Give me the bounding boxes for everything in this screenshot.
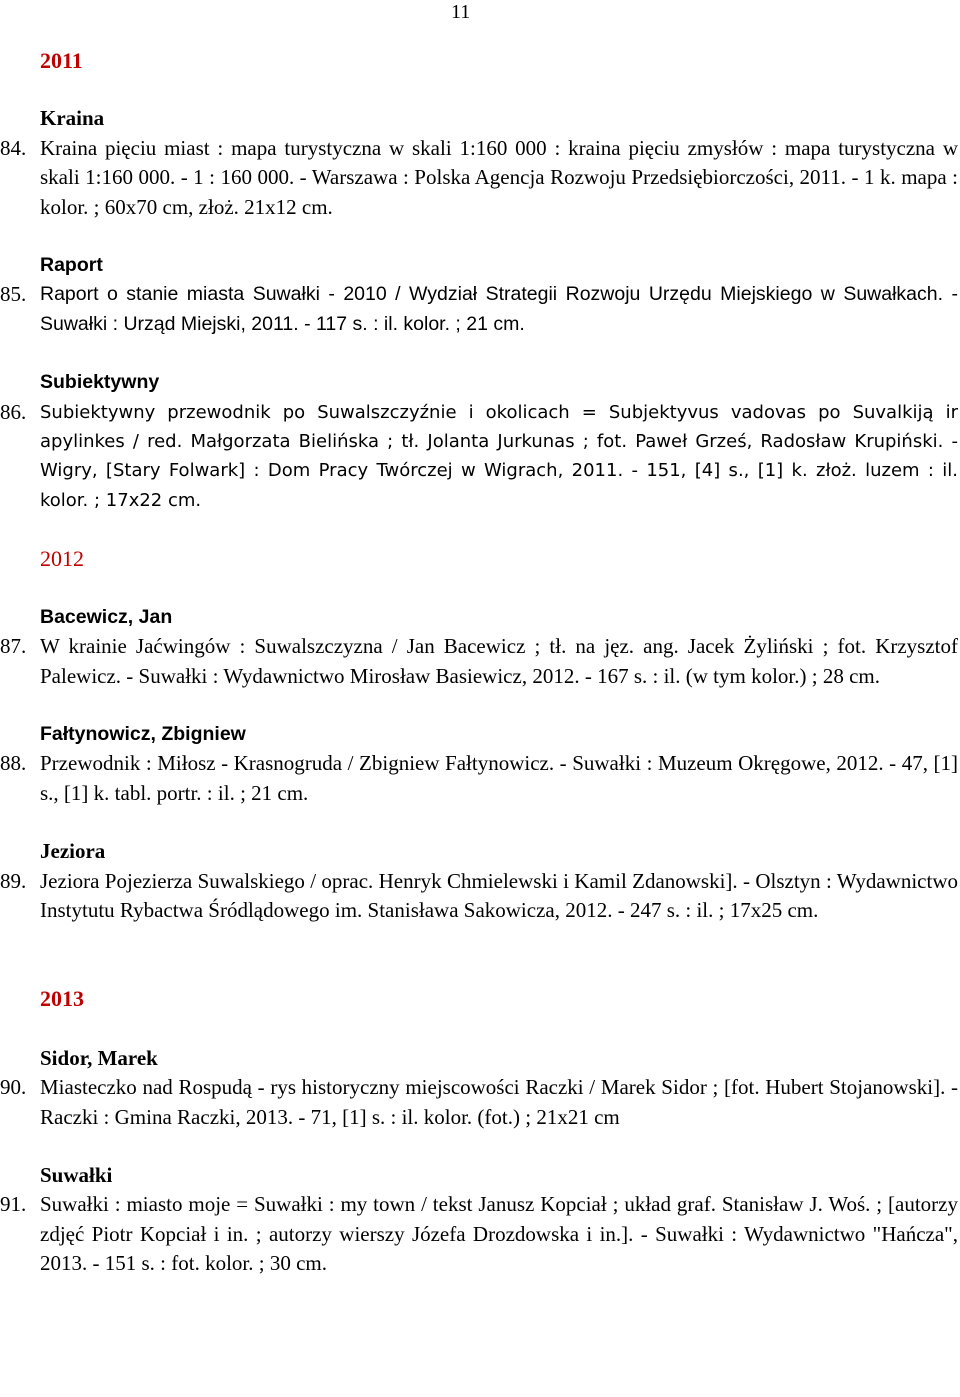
- entry-number: 87.: [0, 634, 27, 659]
- year-heading-2011: 2011: [40, 48, 83, 73]
- entry-number: 89.: [0, 868, 27, 893]
- entry-text: Suwałki : miasto moje = Suwałki : my town / tekst Janusz Kopciał ; układ graf. Stanisław J. Woś. ; [autorzy zdjęć Piotr Kopciał i in. ; autorzy wierszy Józefa Drozdowska i in.]. - Suwałki : Wydawnictwo "Hańcza", 2013. - 151 s. : fot. kolor. ; 30 cm.: [40, 1192, 958, 1276]
- subject-heading-subiektywny: Subiektywny: [40, 371, 160, 394]
- entry-84: [0, 134, 958, 222]
- entry-86: [0, 398, 958, 516]
- entry-85: [0, 280, 958, 339]
- bibliography-content: [0, 46, 958, 1279]
- subject-heading-jeziora: Jeziora: [40, 839, 106, 864]
- entry-number: 84.: [0, 135, 27, 160]
- subject-heading-raport: Raport: [40, 254, 103, 277]
- subject-heading-bacewicz: Bacewicz, Jan: [40, 605, 173, 628]
- entry-number: 88.: [0, 751, 27, 776]
- entry-89: [0, 867, 958, 926]
- page-number: 11: [451, 1, 471, 23]
- subject-heading-kraina: Kraina: [40, 106, 105, 131]
- subject-heading-sidor: Sidor, Marek: [40, 1045, 158, 1070]
- entry-text: Jeziora Pojezierza Suwalskiego / oprac. Henryk Chmielewski i Kamil Zdanowski]. - Olsztyn : Wydawnictwo Instytutu Rybactwa Śródlądowego im. Stanisława Sakowicza, 2012. - 247 s. : il. ; 17x25 cm.: [40, 868, 958, 922]
- entry-text: W krainie Jaćwingów : Suwalszczyzna / Jan Bacewicz ; tł. na jęz. ang. Jacek Żyliński ; fot. Krzysztof Palewicz. - Suwałki : Wydawnictwo Mirosław Basiewicz, 2012. - 167 s. : il. (w tym kolor.) ; 28 cm.: [40, 634, 958, 688]
- entry-88: [0, 749, 958, 808]
- entry-number: 91.: [0, 1192, 27, 1217]
- entry-91: [0, 1190, 958, 1278]
- entry-90: [0, 1073, 958, 1132]
- year-heading-2012: 2012: [40, 546, 84, 572]
- entry-text: Subiektywny przewodnik po Suwalszczyźnie i okolicach = Subjektyvus vadovas po Suvalkiją ir apylinkes / red. Małgorzata Bielińska ; tł. Jolanta Jurkunas ; fot. Paweł Grześ, Radosław Krupiński. - Wigry, [Stary Folwark] : Dom Pracy Twórczej w Wigrach, 2011. - 151, [4] s., [1] k. złoż. luzem : il. kolor. ; 17x22 cm.: [40, 401, 958, 511]
- entry-number: 86.: [0, 399, 27, 424]
- year-heading-2013: 2013: [40, 986, 84, 1012]
- entry-87: [0, 632, 958, 691]
- entry-text: Przewodnik : Miłosz - Krasnogruda / Zbigniew Fałtynowicz. - Suwałki : Muzeum Okręgowe, 2012. - 47, [1] s., [1] k. tabl. portr. : il. ; 21 cm.: [40, 751, 958, 805]
- subject-heading-suwalki: Suwałki: [40, 1162, 113, 1187]
- subject-heading-faltynowicz: Fałtynowicz, Zbigniew: [40, 722, 246, 745]
- entry-text: Raport o stanie miasta Suwałki - 2010 / Wydział Strategii Rozwoju Urzędu Miejskiego w Suwałkach. - Suwałki : Urząd Miejski, 2011. - 117 s. : il. kolor. ; 21 cm.: [40, 283, 958, 335]
- entry-text: Miasteczko nad Rospudą - rys historyczny miejscowości Raczki / Marek Sidor ; [fot. Hubert Stojanowski]. - Raczki : Gmina Raczki, 2013. - 71, [1] s. : il. kolor. (fot.) ; 21x21 cm: [40, 1075, 958, 1129]
- entry-number: 85.: [0, 282, 27, 307]
- entry-number: 90.: [0, 1075, 27, 1100]
- entry-text: Kraina pięciu miast : mapa turystyczna w skali 1:160 000 : kraina pięciu zmysłów : mapa turystyczna w skali 1:160 000. - 1 : 160 000. - Warszawa : Polska Agencja Rozwoju Przedsiębiorczości, 2011. - 1 k. mapa : kolor. ; 60x70 cm, złoż. 21x12 cm.: [40, 135, 958, 219]
